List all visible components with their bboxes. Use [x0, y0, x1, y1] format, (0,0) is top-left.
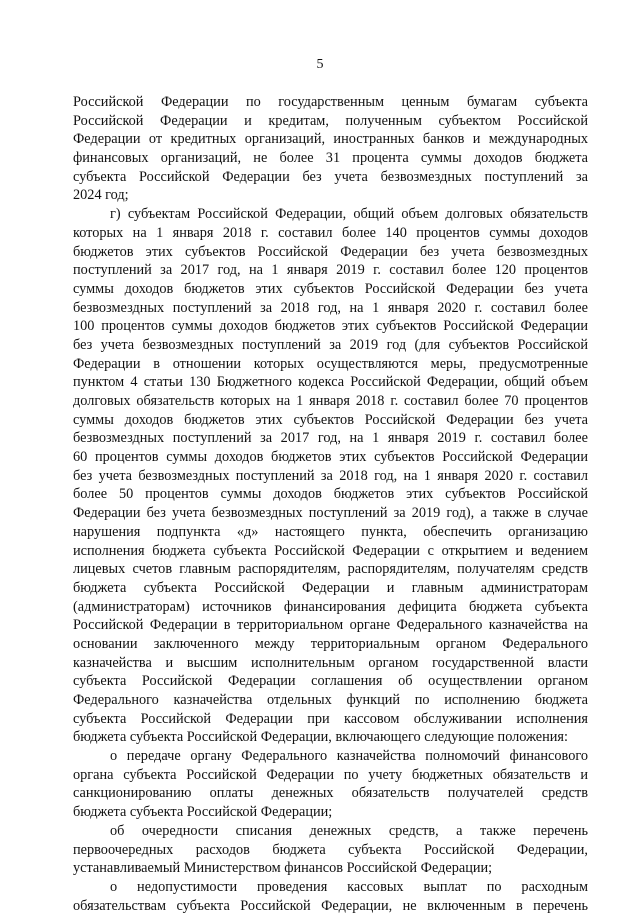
text-line: об очередности списания денежных средств, а также перечень — [110, 822, 588, 839]
text-line: бюджета субъекта Российской Федерации, включающего следующие положения: — [73, 729, 568, 746]
text-line: пунктом 4 статьи 130 Бюджетного кодекса Российской Федерации, общий объем — [73, 374, 588, 391]
text-line: нарушения подпункта «д» настоящего пункта, обеспечить организацию — [73, 523, 588, 540]
text-line: Федерации без учета безвозмездных поступлений за 2019 год), а также в случае — [73, 505, 588, 522]
text-line: суммы доходов бюджетов этих субъектов Российской Федерации без учета — [73, 280, 588, 297]
text-line: бюджета субъекта Российской Федерации; — [73, 804, 333, 821]
text-line: о недопустимости проведения кассовых выплат по расходным — [110, 878, 588, 895]
text-line: суммы доходов бюджетов этих субъектов Российской Федерации без учета — [73, 411, 588, 428]
text-line: (администраторам) источников финансирования дефицита бюджета субъекта — [73, 598, 588, 615]
paragraph — [73, 747, 588, 822]
text-line: исполнения бюджета субъекта Российской Федерации с открытием и ведением — [73, 542, 588, 559]
text-line: обязательствам субъекта Российской Федерации, не включенным в перечень — [73, 897, 588, 914]
text-line: поступлений за 2017 год, на 1 января 2019 г. составил более 120 процентов — [73, 262, 588, 279]
text-line: без учета безвозмездных поступлений за 2019 год (для субъектов Российской — [73, 336, 588, 353]
text-line: бюджета субъекта Российской Федерации и главным администраторам — [73, 579, 588, 596]
document-body — [73, 93, 588, 915]
text-line: 60 процентов суммы доходов бюджетов этих субъектов Российской Федерации — [73, 449, 588, 466]
text-line: 2024 год; — [73, 187, 129, 204]
paragraph — [73, 205, 588, 747]
text-line: о передаче органу Федерального казначейства полномочий финансового — [110, 748, 588, 765]
paragraph — [73, 822, 588, 878]
text-line: более 50 процентов суммы доходов бюджетов этих субъектов Российской — [73, 486, 588, 503]
text-line: санкционированию оплаты денежных обязательств получателей средств — [73, 785, 588, 802]
text-line: бюджетов этих субъектов Российской Федерации без учета безвозмездных — [73, 243, 588, 260]
text-line: Федерации от кредитных организаций, иностранных банков и международных — [73, 131, 588, 148]
text-line: Российской Федерации в территориальном органе Федерального казначейства на — [73, 617, 588, 634]
text-line: Федерального казначейства отдельных функций по исполнению бюджета — [73, 692, 588, 708]
text-line: субъекта Российской Федерации при кассовом обслуживании исполнения — [73, 710, 588, 727]
text-line: субъекта Российской Федерации без учета безвозмездных поступлений за — [73, 168, 588, 185]
text-line: безвозмездных поступлений за 2018 год, на 1 января 2020 г. составил более — [73, 299, 588, 316]
text-line: г) субъектам Российской Федерации, общий объем долговых обязательств — [110, 206, 588, 223]
text-line: Российской Федерации и кредитам, полученным субъектом Российской — [73, 112, 588, 129]
text-line: субъекта Российской Федерации соглашения об осуществлении органом — [73, 673, 588, 690]
text-line: Российской Федерации по государственным ценным бумагам субъекта — [73, 94, 588, 110]
text-line: казначейства и высшим исполнительным органом государственной власти — [73, 654, 588, 671]
text-line: без учета безвозмездных поступлений за 2018 год, на 1 января 2020 г. составил — [73, 467, 588, 484]
text-line: долговых обязательств которых на 1 января 2018 г. составил более 70 процентов — [73, 393, 588, 409]
paragraph — [73, 878, 588, 915]
text-line: безвозмездных поступлений за 2017 год, на 1 января 2019 г. составил более — [73, 430, 588, 447]
text-line: органа субъекта Российской Федерации по учету бюджетных обязательств и — [73, 766, 588, 783]
paragraph — [73, 93, 588, 205]
text-line: лицевых счетов главным распорядителям, распорядителям, получателям средств — [73, 561, 588, 578]
text-line: Федерации в отношении которых осуществляются меры, предусмотренные — [73, 355, 588, 372]
text-line: основании заключенного между территориальным органом Федерального — [73, 635, 588, 652]
text-line: первоочередных расходов бюджета субъекта Российской Федерации, — [73, 841, 588, 858]
text-line: 100 процентов суммы доходов бюджетов этих субъектов Российской Федерации — [73, 318, 588, 335]
page-number: 5 — [316, 57, 324, 72]
text-line: финансовых организаций, не более 31 процента суммы доходов бюджета — [73, 150, 588, 167]
text-line: устанавливаемый Министерством финансов Российской Федерации; — [73, 860, 493, 877]
text-line: которых на 1 января 2018 г. составил более 140 процентов суммы доходов — [73, 224, 588, 241]
